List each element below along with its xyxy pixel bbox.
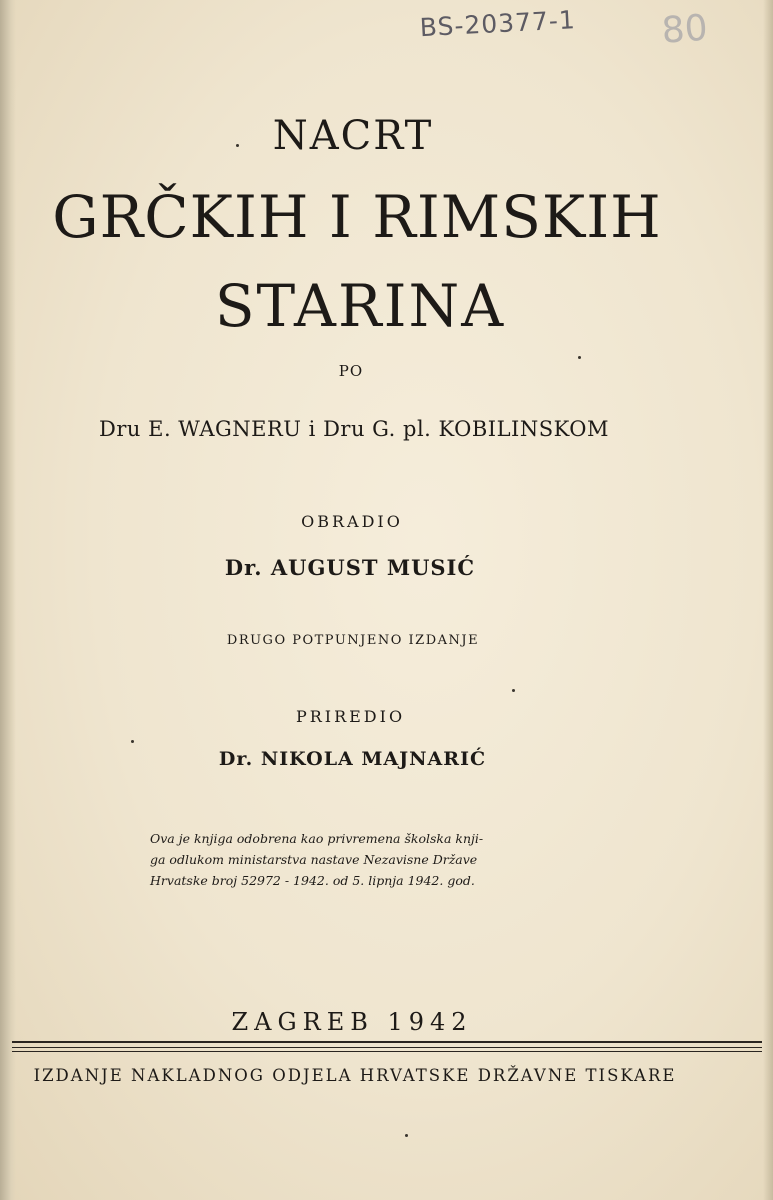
imprint-rule-thin-2: [12, 1051, 762, 1052]
approval-line-3: Hrvatske broj 52972 - 1942. od 5. lipnja 1942. god.: [150, 873, 475, 888]
imprint-rule-thick: [12, 1041, 762, 1043]
page-left-edge: [0, 0, 16, 1200]
preparer-name: Dr. NIKOLA MAJNARIĆ: [218, 748, 487, 770]
approval-line-2: ga odlukom ministarstva nastave Nezavisne Države: [150, 852, 478, 867]
approval-notice: [150, 828, 543, 891]
editor-name: Dr. AUGUST MUSIĆ: [224, 555, 476, 580]
preparer-label: PRIREDIO: [295, 707, 406, 726]
imprint-publisher: IZDANJE NAKLADNOG ODJELA HRVATSKE DRŽAVNE TISKARE: [33, 1066, 677, 1085]
title-line-3: STARINA: [214, 272, 506, 340]
print-speck: [131, 740, 134, 743]
page-right-edge: [763, 0, 773, 1200]
title-line-2: GRČKIH I RIMSKIH: [52, 183, 662, 251]
imprint-rule-thin: [12, 1047, 762, 1048]
byline-authors: Dru E. WAGNERU i Dru G. pl. KOBILINSKOM: [99, 417, 609, 441]
approval-line-1: Ova je knjiga odobrena kao privremena školska knji-: [150, 831, 484, 846]
pencil-number-note: 80: [660, 7, 709, 52]
library-signature-stamp: BS-20377-1: [419, 5, 577, 43]
imprint-place-year: ZAGREB 1942: [231, 1008, 473, 1036]
editor-label: OBRADIO: [301, 512, 403, 531]
print-speck: [236, 144, 239, 147]
print-speck: [405, 1134, 408, 1137]
title-line-1: NACRT: [272, 113, 434, 159]
byline-po: PO: [338, 362, 364, 380]
edition-statement: DRUGO POTPUNJENO IZDANJE: [226, 633, 480, 648]
print-speck: [578, 356, 581, 359]
print-speck: [512, 689, 515, 692]
